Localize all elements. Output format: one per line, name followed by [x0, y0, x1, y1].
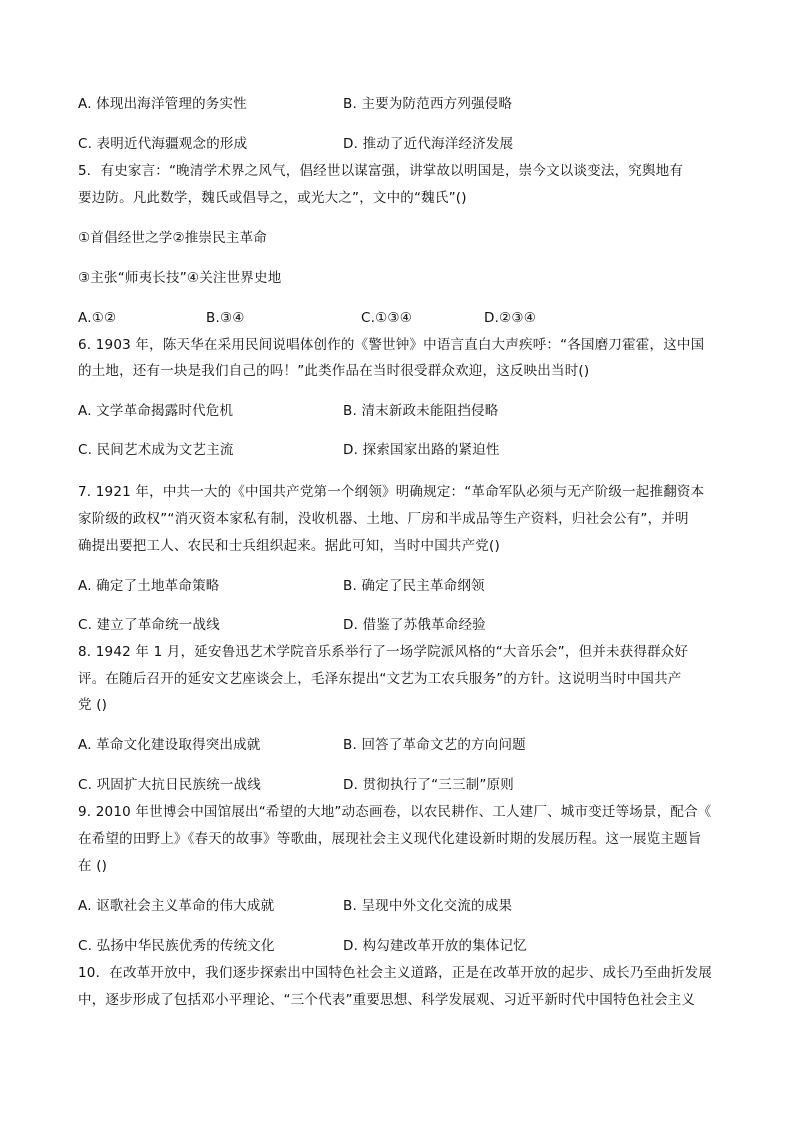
q5-item-line1: ①首倡经世之学②推崇民主革命	[78, 230, 268, 246]
q5-stem-line1: 5．有史家言：“晚清学术界之风气，倡经世以谋富强，讲掌故以明国是，崇今文以谈变法，究舆地有	[78, 163, 684, 179]
q10-stem-line2: 中，逐步形成了包括邓小平理论、“三个代表”重要思想、科学发展观、习近平新时代中国特色社会主义	[78, 992, 696, 1008]
q8-option-b: B. 回答了革命文艺的方向问题	[343, 737, 526, 753]
q8-stem-line1: 8. 1942 年 1 月，延安鲁迅艺术学院音乐系举行了一场学院派风格的“大音乐会”，但并未获得群众好	[78, 644, 689, 660]
q9-option-a: A. 讴歌社会主义革命的伟大成就	[78, 898, 275, 914]
q6-option-d: D. 探索国家出路的紧迫性	[343, 442, 500, 458]
q6-option-b: B. 清末新政未能阻挡侵略	[343, 403, 499, 419]
q9-option-c: C. 弘扬中华民族优秀的传统文化	[78, 938, 275, 954]
q5-stem-line2: 要边防。凡此数学，魏氏或倡导之，或光大之”，文中的“魏氏”()	[78, 190, 467, 206]
q9-option-b: B. 呈现中外文化交流的成果	[343, 898, 513, 914]
q5-item-line2: ③主张“师夷长技”④关注世界史地	[78, 270, 282, 286]
q8-option-a: A. 革命文化建设取得突出成就	[78, 737, 261, 753]
q7-option-b: B. 确定了民主革命纲领	[343, 578, 485, 594]
q8-option-d: D. 贯彻执行了“三三制”原则	[343, 777, 514, 793]
q4-option-d: D. 推动了近代海洋经济发展	[343, 136, 514, 152]
q7-stem-line1: 7. 1921 年，中共一大的《中国共产党第一个纲领》明确规定：“革命军队必须与无产阶级一起推翻资本	[78, 484, 705, 500]
q4-option-a: A. 体现出海洋管理的务实性	[78, 96, 247, 112]
q8-stem-line3: 党 ()	[78, 697, 108, 713]
q7-stem-line3: 确提出要把工人、农民和士兵组织起来。据此可知，当时中国共产党()	[78, 538, 500, 554]
q7-option-d: D. 借鉴了苏俄革命经验	[343, 617, 486, 633]
q6-stem-line2: 的土地，还有一块是我们自己的吗！”此类作品在当时很受群众欢迎，这反映出当时()	[78, 363, 590, 379]
q6-stem-line1: 6. 1903 年，陈天华在采用民间说唱体创作的《警世钟》中语言直白大声疾呼：“各国磨刀霍霍，这中国	[78, 337, 705, 353]
q4-option-c: C. 表明近代海疆观念的形成	[78, 136, 248, 152]
q7-option-a: A. 确定了土地革命策略	[78, 578, 220, 594]
q6-option-a: A. 文学革命揭露时代危机	[78, 403, 234, 419]
q9-stem-line1: 9. 2010 年世博会中国馆展出“希望的大地”动态画卷，以农民耕作、工人建厂、城市变迁等场景，配合《	[78, 804, 712, 820]
q4-option-b: B. 主要为防范西方列强侵略	[343, 96, 513, 112]
q8-stem-line2: 评。在随后召开的延安文艺座谈会上，毛泽东提出“文艺为工农兵服务”的方针。这说明当时中国共产	[78, 671, 682, 687]
q9-option-d: D. 构勾建改革开放的集体记忆	[343, 938, 527, 954]
q5-option-a: A.①②	[78, 310, 117, 326]
q6-option-c: C. 民间艺术成为文艺主流	[78, 442, 234, 458]
q8-option-c: C. 巩固扩大抗日民族统一战线	[78, 777, 262, 793]
q9-stem-line3: 在 ()	[78, 858, 108, 874]
q7-stem-line2: 家阶级的政权”“消灭资本家私有制，没收机器、土地、厂房和半成品等生产资料，归社会公有”，并明	[78, 511, 689, 527]
q5-option-b: B.③④	[206, 310, 245, 326]
q10-stem-line1: 10．在改革开放中，我们逐步探索出中国特色社会主义道路，正是在改革开放的起步、成长乃至曲折发展	[78, 965, 713, 981]
q5-option-c: C.①③④	[361, 310, 413, 326]
q9-stem-line2: 在希望的田野上》《春天的故事》等歌曲，展现社会主义现代化建设新时期的发展历程。这一展览主题旨	[78, 831, 702, 847]
q7-option-c: C. 建立了革命统一战线	[78, 617, 220, 633]
q5-option-d: D.②③④	[484, 310, 536, 326]
